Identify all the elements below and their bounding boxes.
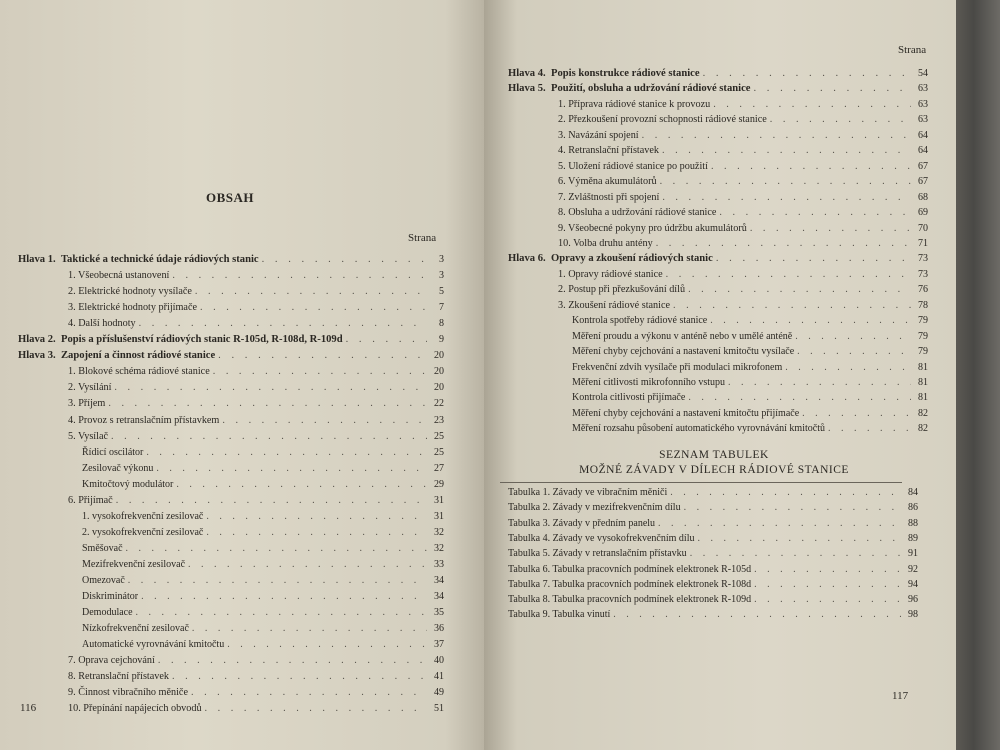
entry-page-number: 3 (439, 270, 444, 282)
section-entry (68, 494, 444, 507)
entry-page-number: 9 (439, 334, 444, 346)
leader-dots (128, 574, 427, 587)
entry-page-number: 32 (434, 542, 444, 554)
section-entry (68, 397, 444, 410)
section-entry (558, 283, 928, 296)
leader-dots (206, 526, 427, 539)
section-entry (558, 299, 928, 312)
table-page-number: 86 (908, 502, 918, 514)
table-page-number: 91 (908, 548, 918, 560)
entry-page-number: 81 (918, 392, 928, 404)
leader-dots (662, 144, 911, 157)
entry-page-number: 67 (918, 176, 928, 188)
entry-title: 8. Retranslační přístavek (68, 671, 169, 683)
entry-page-number: 34 (434, 575, 444, 586)
entry-page-number: 8 (439, 318, 444, 330)
entry-title: 2. Elektrické hodnoty vysílače (68, 286, 192, 298)
table-page-number: 89 (908, 532, 918, 544)
section-entry (68, 269, 444, 282)
leader-dots (195, 285, 427, 298)
table-entry (508, 532, 918, 545)
entry-title: 5. Uložení rádiové stanice po použití (558, 160, 708, 172)
entry-title: 3. Navázání spojení (558, 129, 639, 141)
entry-page-number: 3 (439, 254, 444, 265)
leader-dots (213, 365, 427, 378)
entry-page-number: 7 (439, 302, 444, 314)
tables-list-title: SEZNAM TABULEK (659, 449, 769, 461)
subsection-entry (572, 391, 928, 404)
entry-page-number: 34 (434, 591, 444, 603)
entry-title: Zapojení a činnost rádiové stanice (60, 350, 216, 362)
leader-dots (754, 593, 901, 606)
entry-title: Frekvenční zdvih vysílače při modulaci mikrofonem (572, 361, 783, 373)
entry-page-number: 63 (918, 83, 928, 95)
right-page (484, 0, 956, 750)
entry-page-number: 25 (434, 446, 444, 458)
table-entry-title: Tabulka 2. Závady v mezifrekvenčním dílu (508, 502, 681, 514)
leader-dots (703, 67, 911, 80)
leader-dots (158, 654, 427, 667)
entry-page-number: 49 (434, 687, 444, 699)
leader-dots (642, 129, 911, 142)
entry-title: Kmitočtový modulátor (82, 478, 174, 490)
entry-title: Měření citlivosti mikrofonního vstupu (572, 377, 726, 388)
table-entry-title: Tabulka 7. Tabulka pracovních podmínek elektronek R-108d (508, 578, 752, 590)
entry-title: Směšovač (82, 542, 123, 554)
entry-title: 2. vysokofrekvenční zesilovač (82, 526, 204, 538)
leader-dots (728, 376, 911, 389)
section-entry (558, 268, 928, 281)
entry-title: Měření rozsahu působení automatického vyrovnávání kmitočtů (572, 423, 825, 435)
leader-dots (262, 253, 427, 266)
table-entry (508, 501, 918, 514)
leader-dots (141, 590, 427, 603)
section-entry (68, 702, 444, 715)
leader-dots (785, 361, 911, 374)
subsection-entry (82, 574, 444, 587)
leader-dots (658, 517, 901, 530)
leader-dots (710, 314, 911, 327)
entry-page-number: 79 (918, 330, 928, 342)
leader-dots (218, 349, 427, 362)
section-entry (558, 98, 928, 111)
section-entry (558, 206, 928, 219)
entry-title: Popis konstrukce rádiové stanice (550, 68, 700, 79)
entry-page-number: 68 (918, 191, 928, 203)
entry-page-number: 54 (918, 68, 928, 79)
chapter-number: Hlava 3. (18, 350, 56, 362)
leader-dots (673, 299, 911, 312)
entry-title: 6. Výměna akumulátorů (558, 176, 657, 188)
leader-dots (346, 333, 427, 346)
entry-page-number: 5 (439, 286, 444, 298)
table-entry-title: Tabulka 5. Závady v retranslačním přístavku (508, 548, 687, 560)
section-entry (558, 222, 928, 235)
entry-title: 4. Další hodnoty (68, 318, 136, 330)
section-entry (68, 686, 444, 699)
subsection-entry (82, 526, 444, 539)
leader-dots (613, 608, 901, 621)
section-entry (68, 670, 444, 683)
leader-dots (688, 283, 911, 296)
entry-title: 7. Zvláštnosti při spojení (558, 191, 660, 203)
entry-page-number: 78 (918, 299, 928, 311)
section-entry (558, 237, 928, 250)
table-entry (508, 593, 918, 606)
entry-title: 1. Všeobecná ustanovení (68, 270, 170, 282)
leader-dots (206, 510, 427, 523)
leader-dots (684, 501, 901, 514)
leader-dots (697, 532, 901, 545)
entry-title: Zesilovač výkonu (82, 462, 154, 474)
leader-dots (802, 407, 911, 420)
entry-title: 4. Retranslační přístavek (558, 145, 659, 157)
chapter-number: Hlava 5. (508, 83, 546, 95)
entry-page-number: 79 (918, 346, 928, 358)
leader-dots (136, 606, 427, 619)
chapter-entry (18, 253, 444, 266)
section-entry (558, 129, 928, 142)
page-number: 117 (892, 690, 909, 702)
table-page-number: 84 (908, 487, 918, 498)
page-column-header: Strana (898, 44, 927, 56)
entry-title: 1. Příprava rádiové stanice k provozu (558, 98, 711, 110)
entry-title: 5. Vysílač (68, 430, 108, 442)
leader-dots (656, 237, 911, 250)
entry-title: 6. Přijímač (68, 494, 113, 506)
entry-title: 2. Vysílání (68, 382, 112, 394)
section-entry (68, 285, 444, 298)
leader-dots (660, 175, 911, 188)
chapter-number: Hlava 6. (508, 253, 546, 265)
subsection-entry (572, 407, 928, 420)
entry-title: 7. Oprava cejchování (68, 655, 155, 667)
entry-page-number: 22 (434, 398, 444, 410)
table-entry (508, 563, 918, 576)
entry-page-number: 29 (434, 478, 444, 490)
section-entry (558, 160, 928, 173)
entry-page-number: 79 (918, 315, 928, 327)
subsection-entry (82, 462, 444, 475)
entry-page-number: 63 (918, 114, 928, 126)
entry-title: Popis a příslušenství rádiových stanic R-105d, R-108d, R-109d (60, 334, 343, 346)
entry-page-number: 69 (918, 207, 928, 219)
leader-dots (797, 345, 911, 358)
leader-dots (754, 82, 912, 95)
subsection-entry (82, 510, 444, 523)
entry-title: 3. Zkoušení rádiové stanice (558, 299, 671, 311)
subsection-entry (572, 361, 928, 374)
subsection-entry (572, 345, 928, 358)
leader-dots (114, 381, 427, 394)
leader-dots (126, 542, 427, 555)
entry-title: 3. Příjem (68, 398, 106, 410)
leader-dots (754, 578, 901, 591)
entry-page-number: 20 (434, 366, 444, 378)
tables-divider-top (500, 482, 902, 483)
entry-title: Nízkofrekvenční zesilovač (82, 623, 189, 635)
entry-title: Demodulace (82, 607, 133, 619)
entry-title: Měření chyby cejchování a nastavení kmitočtu přijímače (572, 407, 800, 419)
leader-dots (111, 430, 427, 443)
section-entry (68, 414, 444, 427)
chapter-entry (508, 252, 928, 265)
entry-page-number: 63 (918, 98, 928, 110)
entry-title: 1. Blokové schéma rádiové stanice (68, 366, 210, 378)
entry-title: 9. Činnost vibračního měniče (68, 687, 188, 699)
entry-page-number: 33 (434, 558, 444, 570)
table-page-number: 92 (908, 563, 918, 575)
table-entry-title: Tabulka 1. Závady ve vibračním měniči (508, 487, 668, 498)
entry-page-number: 70 (918, 222, 928, 234)
chapter-number: Hlava 2. (18, 334, 56, 346)
entry-page-number: 36 (434, 623, 444, 635)
leader-dots (670, 486, 901, 499)
table-entry (508, 608, 918, 621)
leader-dots (690, 547, 901, 560)
entry-title: Diskriminátor (82, 591, 139, 603)
leader-dots (222, 414, 427, 427)
entry-title: Omezovač (82, 575, 125, 586)
table-entry (508, 578, 918, 591)
subsection-entry (82, 638, 444, 651)
table-entry-title: Tabulka 3. Závady v předním panelu (508, 517, 656, 529)
leader-dots (716, 252, 911, 265)
chapter-entry (508, 82, 928, 95)
page-number: 116 (20, 702, 37, 714)
entry-title: Měření chyby cejchování a nastavení kmitočtu vysílače (572, 346, 795, 358)
leader-dots (205, 702, 427, 715)
page-column-header: Strana (408, 232, 437, 244)
entry-title: Měření proudu a výkonu v anténě nebo v umělé anténě (572, 330, 793, 342)
entry-title: Použití, obsluha a udržování rádiové stanice (550, 83, 751, 95)
subsection-entry (82, 590, 444, 603)
leader-dots (227, 638, 427, 651)
leader-dots (139, 317, 427, 330)
section-entry (68, 381, 444, 394)
table-page-number: 88 (908, 517, 918, 529)
entry-page-number: 25 (434, 430, 444, 442)
section-entry (68, 430, 444, 443)
table-entry-title: Tabulka 9. Tabulka vinutí (508, 609, 611, 621)
chapter-number: Hlava 4. (508, 68, 546, 79)
subsection-entry (82, 606, 444, 619)
entry-page-number: 82 (918, 407, 928, 419)
leader-dots (688, 391, 911, 404)
leader-dots (172, 269, 427, 282)
leader-dots (666, 268, 911, 281)
table-entry-title: Tabulka 8. Tabulka pracovních podmínek elektronek R-109d (508, 594, 752, 606)
entry-page-number: 81 (918, 377, 928, 388)
entry-page-number: 31 (434, 494, 444, 506)
entry-page-number: 23 (434, 414, 444, 426)
entry-title: 9. Všeobecné pokyny pro údržbu akumulátorů (558, 222, 747, 234)
section-entry (558, 113, 928, 126)
leader-dots (750, 222, 911, 235)
entry-title: 2. Postup při přezkušování dílů (558, 284, 686, 296)
entry-title: 3. Elektrické hodnoty přijímače (68, 302, 198, 314)
leader-dots (828, 422, 911, 435)
entry-page-number: 51 (434, 703, 444, 715)
contents-title: OBSAH (205, 190, 254, 205)
chapter-entry (18, 333, 444, 346)
book-edge-background (956, 0, 1000, 750)
entry-page-number: 81 (918, 361, 928, 373)
subsection-entry (82, 622, 444, 635)
leader-dots (156, 462, 427, 475)
table-entry (508, 517, 918, 530)
table-page-number: 98 (908, 609, 918, 621)
section-entry (68, 301, 444, 314)
chapter-entry (18, 349, 444, 362)
section-entry (68, 654, 444, 667)
leader-dots (200, 301, 427, 314)
leader-dots (116, 494, 427, 507)
leader-dots (711, 160, 911, 173)
subsection-entry (82, 478, 444, 491)
entry-page-number: 73 (918, 253, 928, 265)
table-entry-title: Tabulka 6. Tabulka pracovních podmínek elektronek R-105d (508, 563, 752, 575)
entry-title: Taktické a technické údaje rádiových stanic (60, 254, 259, 265)
entry-title: 1. vysokofrekvenční zesilovač (82, 510, 204, 522)
entry-title: 2. Přezkoušení provozní schopnosti rádiové stanice (558, 114, 767, 126)
table-page-number: 94 (908, 578, 918, 590)
entry-title: Kontrola spotřeby rádiové stanice (572, 315, 708, 327)
chapter-number: Hlava 1. (18, 254, 56, 265)
subsection-entry (82, 446, 444, 459)
section-entry (68, 365, 444, 378)
faults-title: MOŽNÉ ZÁVADY V DÍLECH RÁDIOVÉ STANICE (579, 464, 849, 476)
entry-title: 1. Opravy rádiové stanice (558, 268, 663, 280)
entry-title: 8. Obsluha a udržování rádiové stanice (558, 207, 717, 219)
entry-page-number: 41 (434, 671, 444, 683)
table-page-number: 96 (908, 594, 918, 606)
section-entry (68, 317, 444, 330)
entry-page-number: 27 (434, 462, 444, 474)
entry-page-number: 35 (434, 607, 444, 619)
entry-page-number: 37 (434, 639, 444, 651)
entry-page-number: 82 (918, 423, 928, 435)
entry-title: Opravy a zkoušení rádiových stanic (550, 253, 713, 265)
leader-dots (188, 558, 427, 571)
entry-page-number: 67 (918, 160, 928, 172)
section-entry (558, 175, 928, 188)
left-page (0, 0, 484, 750)
entry-page-number: 64 (918, 145, 928, 157)
entry-title: Mezifrekvenční zesilovač (82, 558, 186, 570)
leader-dots (795, 330, 911, 343)
chapter-entry (508, 67, 928, 80)
entry-page-number: 31 (434, 510, 444, 522)
leader-dots (719, 206, 911, 219)
entry-page-number: 71 (918, 237, 928, 249)
entry-page-number: 76 (918, 284, 928, 296)
entry-title: Automatické vyrovnávání kmitočtu (82, 639, 225, 651)
subsection-entry (572, 314, 928, 327)
leader-dots (176, 478, 427, 491)
leader-dots (172, 670, 427, 683)
leader-dots (770, 113, 911, 126)
subsection-entry (82, 558, 444, 571)
subsection-entry (572, 376, 928, 389)
leader-dots (754, 563, 901, 576)
entry-page-number: 32 (434, 526, 444, 538)
leader-dots (662, 191, 911, 204)
leader-dots (146, 446, 427, 459)
entry-title: Řídicí oscilátor (82, 446, 144, 458)
leader-dots (108, 397, 427, 410)
entry-page-number: 64 (918, 129, 928, 141)
leader-dots (713, 98, 911, 111)
leader-dots (191, 686, 427, 699)
entry-page-number: 73 (918, 268, 928, 280)
leader-dots (192, 622, 427, 635)
entry-title: 4. Provoz s retranslačním přístavkem (68, 414, 220, 426)
subsection-entry (572, 422, 928, 435)
entry-title: 10. Přepínání napájecích obvodů (68, 703, 202, 715)
entry-title: 10. Volba druhu antény (558, 237, 653, 249)
subsection-entry (82, 542, 444, 555)
section-entry (558, 191, 928, 204)
entry-page-number: 20 (434, 382, 444, 394)
subsection-entry (572, 330, 928, 343)
table-entry-title: Tabulka 4. Závady ve vysokofrekvenčním dílu (508, 532, 695, 544)
section-entry (558, 144, 928, 157)
entry-title: Kontrola citlivosti přijímače (572, 392, 686, 404)
entry-page-number: 40 (434, 655, 444, 667)
table-entry (508, 486, 918, 499)
table-entry (508, 547, 918, 560)
entry-page-number: 20 (434, 350, 444, 362)
